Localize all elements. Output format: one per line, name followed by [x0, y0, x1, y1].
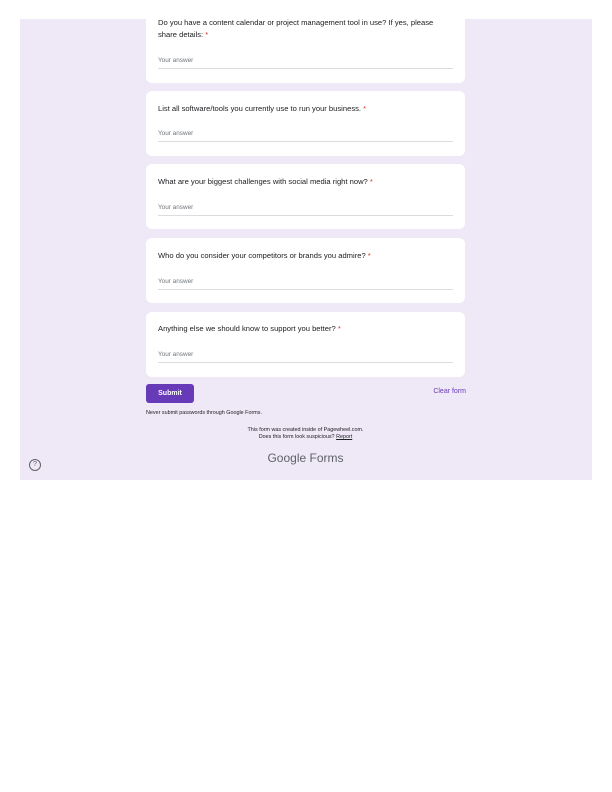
question-text: Do you have a content calendar or project management tool in use? If yes, please share details: [158, 18, 434, 39]
question-title [158, 17, 453, 41]
question-card [146, 91, 465, 156]
required-asterisk: * [337, 324, 341, 333]
password-warning: Never submit passwords through Google Forms. [146, 410, 262, 416]
suspicious-line [146, 434, 465, 441]
answer-input[interactable]: Your answer [158, 351, 453, 363]
question-card [146, 19, 465, 83]
question-text: What are your biggest challenges with social media right now? [158, 177, 368, 186]
question-card [146, 164, 465, 229]
question-card [146, 312, 465, 377]
created-by-text: This form was created inside of Pagewheel.com. [247, 427, 364, 433]
report-link[interactable]: Report [336, 434, 353, 440]
help-icon[interactable]: ? [29, 459, 41, 471]
required-asterisk: * [205, 30, 209, 39]
question-title [158, 176, 453, 188]
submit-button[interactable]: Submit [146, 384, 194, 403]
question-text: Anything else we should know to support you better? [158, 324, 336, 333]
answer-input[interactable]: Your answer [158, 57, 453, 69]
form-origin-note [146, 427, 465, 441]
required-asterisk: * [367, 251, 371, 260]
answer-input[interactable]: Your answer [158, 130, 453, 142]
question-card [146, 238, 465, 303]
required-asterisk: * [363, 104, 367, 113]
question-title [158, 250, 453, 262]
question-text: Who do you consider your competitors or brands you admire? [158, 251, 366, 260]
answer-input[interactable]: Your answer [158, 204, 453, 216]
question-title [158, 103, 453, 115]
suspicious-text: Does this form look suspicious? [258, 434, 335, 440]
answer-input[interactable]: Your answer [158, 278, 453, 290]
clear-form-button[interactable]: Clear form [433, 388, 466, 395]
question-text: List all software/tools you currently use to run your business. [158, 104, 362, 113]
question-title [158, 323, 453, 335]
logo-google-text: Google [267, 451, 307, 465]
logo-forms-text: Forms [309, 451, 344, 465]
required-asterisk: * [369, 177, 373, 186]
google-forms-logo[interactable] [146, 451, 465, 465]
